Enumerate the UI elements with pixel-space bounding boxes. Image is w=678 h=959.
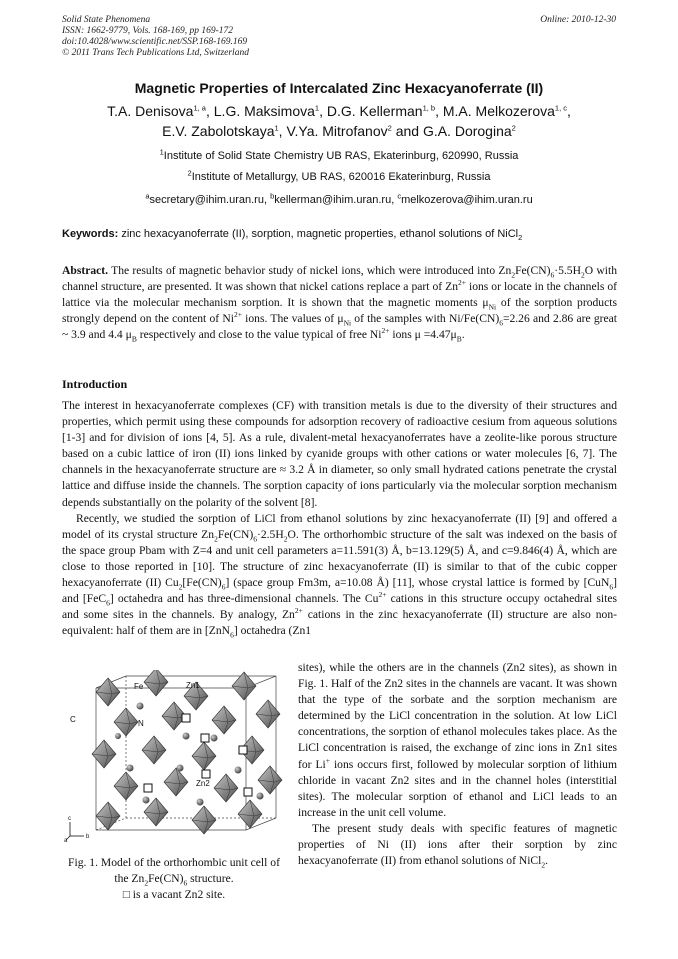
affiliation-2: $^2$Institute of Metallurgy, UB RAS, 620016 Ekaterinburg, Russia [187, 168, 491, 183]
axis-label-c: c [68, 816, 71, 822]
label-zn2: Zn2 [196, 779, 210, 788]
paragraph: The present study deals with specific features of magnetic properties of Ni (II) ions after their sorption by zinc hexacyanoferrate (II) from ethanol solutions of NiCl$_2$. [298, 821, 617, 870]
keywords: Keywords: zinc hexacyanoferrate (II), sorption, magnetic properties, ethanol solutions of NiCl$_2$ [62, 228, 523, 243]
author: E.V. Zabolotskaya [162, 123, 275, 139]
axis-label-b: b [86, 834, 90, 840]
copyright-line: © 2011 Trans Tech Publications Ltd, Switzerland [62, 48, 249, 58]
author: M.A. Melkozerova [442, 103, 555, 119]
label-zn1: Zn1 [186, 681, 200, 690]
unit-cell-diagram [64, 670, 286, 842]
introduction-body [62, 398, 617, 639]
abstract: Abstract. The results of magnetic behavior study of nickel ions, which were introduced into $Zn_2Fe(CN)_6\cdot 5.5H_2O$ with channel structure, are presented. It was shown that nickel cations replace a part of $Zn^{2+}$ ions or locate in the channels of lattice via the molecular mechanism sorption. It is shown that the magnetic moments $\mu_{Ni}$ of the sorption products strongly depend on the content of $Ni^{2+}$ ions. The values of $\mu_{Ni}$ of the samples with $Ni/Fe(CN)_6=2.26$ and 2.86 are great ~ 3.9 and 4.4 $\mu_B$ respectively and close to the value typical of free $Ni^{2+}$ ions $\mu =4.47\mu_B$. [62, 264, 617, 344]
email-link[interactable]: melkozerova@ihim.uran.ru [401, 194, 533, 206]
journal-name: Solid State Phenomena [62, 15, 151, 25]
online-date: Online: 2010-12-30 [540, 15, 616, 25]
paragraph: sites), while the others are in the channels (Zn2 sites), as shown in Fig. 1. Half of the Zn2 sites in the channels are vacant. It was shown that the type of the sorbate and the sorption mechanism are determined by the LiCl concentration in the solution. At low LiCl concentrations, the sorption of ethanol molecules takes place. As the LiCl concentration is raised, the exchange of zinc ions in Zn1 sites for Li+ ions occurs first, followed by molecular sorption of lithium chloride in vacant Zn2 sites and in the channel holes (interstitial sites). The molecular sorption of ethanol and LiCl leads to an increase in the unit cell volume. [298, 661, 617, 819]
paragraph: Recently, we studied the sorption of LiCl from ethanol solutions by zinc hexacyanoferrate (II) [9] and offered a model of its crystal structure $Zn_2Fe(CN)_6\cdot 2.5H_2O$. The orthorhombic structure of the salt was indexed on the basis of the space group Pbam with Z=4 and unit cell parameters a=11.591(3) Å, b=13.129(5) Å, and c=9.846(4) Å, which are close to those reported in [10]. The structure of zinc hexacyanoferrate (II) is similar to that of the cubic copper hexacyanoferrate (II) $Cu_2[Fe(CN)_6]$ (space group Fm3m, a=10.08 Å) [11], whose crystal lattice is formed by [CuN$_6$] and [FeC$_6$] octahedra and has three-dimensional channels. The $Cu^{2+}$ cations in this structure occupy octahedral sites and some sites in the channels. By analogy, $Zn^{2+}$ cations in the zinc hexacyanoferrate (II) structure are also non-equivalent: half of them are in [ZnN$_6$] octahedra (Zn1 [62, 511, 618, 640]
email-link[interactable]: kellerman@ihim.uran.ru, [274, 194, 395, 206]
email-line: $^a$secretary@ihim.uran.ru, $^b$kellerman@ihim.uran.ru, $^c$melkozerova@ihim.uran.ru [145, 191, 533, 206]
label-c: C [70, 715, 76, 724]
figure-caption: Fig. 1. Model of the orthorhombic unit cell of the $Zn_2Fe(CN)_6$ structure. □ is a vacant Zn2 site. [68, 856, 280, 901]
journal-header [62, 15, 249, 59]
author: V.Ya. Mitrofanov [286, 123, 388, 139]
author: T.A. Denisova [107, 103, 194, 119]
affiliation-1: $^1$Institute of Solid State Chemistry UB RAS, Ekaterinburg, 620990, Russia [159, 147, 519, 162]
crystal-structure-figure [64, 670, 286, 842]
author: D.G. Kellerman [326, 103, 423, 119]
paper-title: Magnetic Properties of Intercalated Zinc Hexacyanoferrate (II) [134, 80, 544, 96]
right-column-text [298, 660, 617, 869]
label-n: N [138, 719, 144, 728]
author: G.A. Dorogina [422, 123, 512, 139]
email-link[interactable]: secretary@ihim.uran.ru, [149, 194, 268, 206]
section-heading: Introduction [62, 377, 128, 391]
doi-line: doi:10.4028/www.scientific.net/SSP.168-169.169 [62, 37, 248, 47]
label-fe: Fe [134, 682, 144, 691]
issn-line: ISSN: 1662-9779, Vols. 168-169, pp 169-172 [62, 26, 233, 36]
paragraph: The interest in hexacyanoferrate complexes (CF) with transition metals is due to the diversity of their structures and properties, which permit using these compounds for adsorption recovery of radioactive cesium from aqueous solutions [1-3] and for division of ions [4, 5]. As a rule, divalent-metal hexacyanoferrates have a zeolite-like porous structure based on a cubic lattice of iron (II) ions linked by cyanide groups with other cations or water molecules [6, 7]. The channels in the hexacyanoferrate structure are ≈ 3.2 Å in diameter, so only small hydrated cations penetrate the crystal lattice and diffuse inside the channels. The sorption capacity of ions particularly via the molecular sorption mechanism depends substantially on the polarity of the solvent [8]. [62, 399, 617, 509]
axis-label-a: a [64, 838, 68, 842]
author-list: T.A. Denisova$^{1, a}$, L.G. Maksimova$^1$, D.G. Kellerman$^{1, b}$, M.A. Melkozerova$^{1, c}$, E.V. Zabolotskaya$^1$, V.Ya. Mitrofanov$^2$ and G.A. Dorogina$^2$ [107, 103, 571, 139]
author: L.G. Maksimova [213, 103, 315, 119]
octahedra [92, 670, 282, 834]
axis-triad [66, 822, 84, 840]
